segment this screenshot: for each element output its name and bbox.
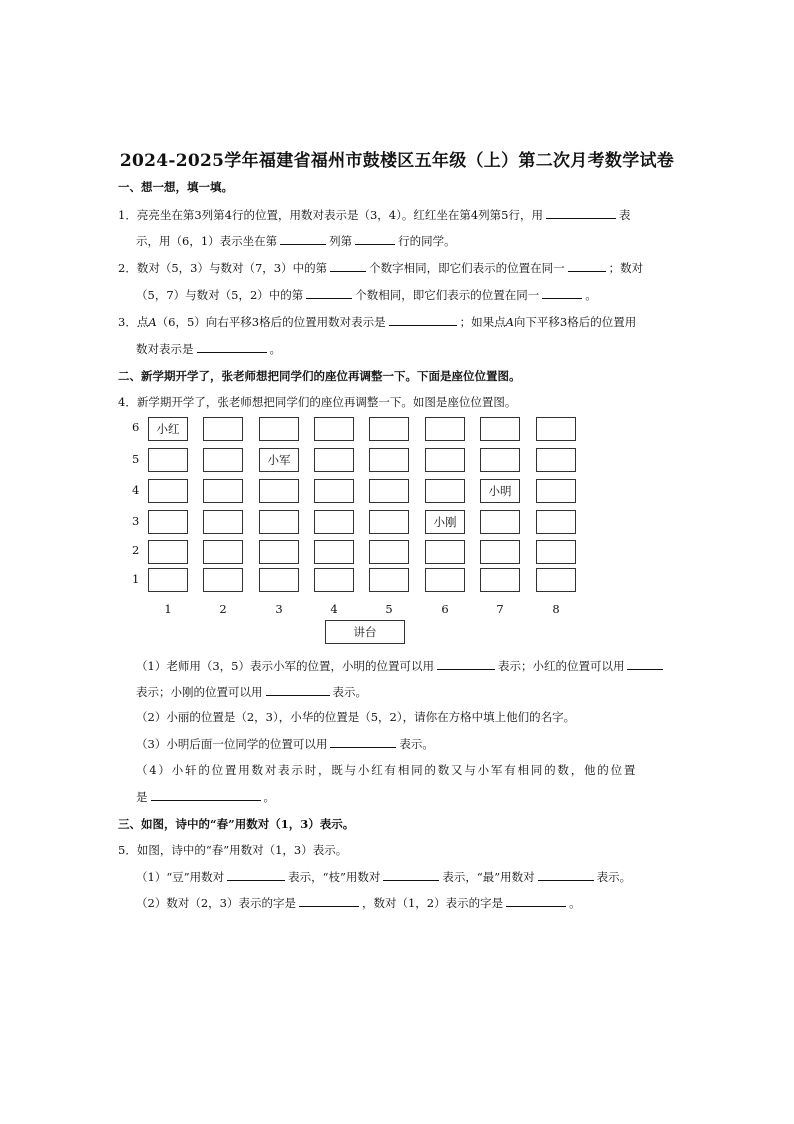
seat-2-3[interactable] (203, 510, 243, 534)
col-label: 3 (275, 602, 283, 616)
q3-blank-2[interactable] (197, 340, 267, 353)
q5-sub2-text-a: （2）数对（2，3）表示的字是 (136, 896, 296, 910)
q5-sub2-text-c: 。 (569, 896, 581, 910)
q5-intro: 5．如图，诗中的“春”用数对（1，3）表示。 (118, 843, 348, 857)
row-label: 5 (132, 452, 140, 466)
q4-sub1-line1 (136, 657, 666, 674)
seat-2-5[interactable] (203, 448, 243, 472)
row-label: 4 (132, 483, 140, 497)
seat-8-1[interactable] (536, 568, 576, 592)
q3-line2 (136, 340, 281, 357)
col-label: 6 (441, 602, 449, 616)
seat-3-2[interactable] (259, 540, 299, 564)
seat-8-2[interactable] (536, 540, 576, 564)
q1-blank-1[interactable] (546, 206, 616, 219)
seat-8-6[interactable] (536, 417, 576, 441)
q4-sub1-line2 (136, 683, 367, 700)
seat-5-6[interactable] (369, 417, 409, 441)
q4-sub4-line2 (136, 788, 275, 805)
seat-3-6[interactable] (259, 417, 299, 441)
seat-4-5[interactable] (314, 448, 354, 472)
q3-text-a: 3．点 (118, 315, 149, 329)
q2-text-e: 个数相同，即它们表示的位置在同一 (355, 288, 540, 302)
q1-text-e: 行的同学。 (398, 234, 456, 248)
q5-sub1-blank-2[interactable] (383, 868, 439, 881)
section2-heading: 二、新学期开学了，张老师想把同学们的座位再调整一下。下面是座位位置图。 (118, 369, 521, 383)
q1-text-a: 1．亮亮坐在第3列第4行的位置，用数对表示是（3，4）。红红坐在第4列第5行，用 (118, 208, 543, 222)
row-label: 3 (132, 514, 140, 528)
seat-2-1[interactable] (203, 568, 243, 592)
seat-3-5[interactable]: 小军 (259, 448, 299, 472)
q5-sub1-blank-3[interactable] (538, 868, 594, 881)
q4-intro: 4．新学期开学了，张老师想把同学们的座位再调整一下。如图是座位位置图。 (118, 395, 517, 409)
seat-6-3[interactable]: 小刚 (425, 510, 465, 534)
seat-1-3[interactable] (148, 510, 188, 534)
seat-6-2[interactable] (425, 540, 465, 564)
seat-6-1[interactable] (425, 568, 465, 592)
col-label: 4 (330, 602, 338, 616)
q5-sub2-blank-1[interactable] (299, 894, 359, 907)
q3-text-d: 。 (269, 342, 281, 356)
q5-sub2-text-b: ，数对（1，2）表示的字是 (361, 896, 504, 910)
q1-text-b: 表 (618, 208, 631, 222)
section3-heading: 三、如图，诗中的“春”用数对（1，3）表示。 (118, 817, 355, 831)
section1-heading: 一、想一想，填一填。 (118, 180, 233, 194)
seat-7-2[interactable] (480, 540, 520, 564)
seat-7-6[interactable] (480, 417, 520, 441)
q4-sub1-text-d: 表示。 (332, 685, 367, 699)
q3-text-a2: （6，5）向右平移3格后的位置用数对表示是 (156, 315, 386, 329)
col-label: 1 (164, 602, 172, 616)
seat-4-6[interactable] (314, 417, 354, 441)
seat-6-4[interactable] (425, 479, 465, 503)
row-label: 6 (132, 420, 140, 434)
seat-3-4[interactable] (259, 479, 299, 503)
q4-sub1-blank-3[interactable] (266, 683, 330, 696)
q3-text-b: ；如果点 (459, 315, 506, 329)
q2-blank-1[interactable] (330, 259, 366, 272)
q1-text-c: 示，用（6，1）表示坐在第 (136, 234, 278, 248)
q4-sub1-text-b: 表示；小红的位置可以用 (497, 659, 625, 673)
q3-point-a-2: A (505, 315, 514, 329)
q4-sub4-line1: （4）小轩的位置用数对表示时，既与小红有相同的数又与小军有相同的数，他的位置 (136, 763, 638, 777)
seat-5-3[interactable] (369, 510, 409, 534)
seat-5-5[interactable] (369, 448, 409, 472)
seat-2-4[interactable] (203, 479, 243, 503)
row-label: 1 (132, 572, 140, 586)
seat-7-5[interactable] (480, 448, 520, 472)
col-label: 5 (385, 602, 393, 616)
seat-8-3[interactable] (536, 510, 576, 534)
seat-7-4[interactable]: 小明 (480, 479, 520, 503)
seat-7-1[interactable] (480, 568, 520, 592)
q3-text-c: 数对表示是 (136, 342, 194, 356)
seat-2-6[interactable] (203, 417, 243, 441)
q3-text-b2: 向下平移3格后的位置用 (513, 315, 637, 329)
col-label: 2 (219, 602, 227, 616)
seat-4-1[interactable] (314, 568, 354, 592)
q4-sub1-blank-2[interactable] (627, 657, 663, 670)
q5-sub1-text-a: （1）“豆”用数对 (136, 870, 225, 884)
q4-sub3-text-b: 表示。 (399, 737, 434, 751)
q5-sub1-blank-1[interactable] (227, 868, 285, 881)
seat-1-5[interactable] (148, 448, 188, 472)
q4-sub4-text-c: 。 (263, 790, 275, 804)
q2-blank-4[interactable] (542, 286, 582, 299)
q4-sub1-text-c: 表示；小刚的位置可以用 (136, 685, 263, 699)
seat-4-2[interactable] (314, 540, 354, 564)
seat-4-3[interactable] (314, 510, 354, 534)
q5-sub1-text-d: 表示。 (596, 870, 632, 884)
q4-sub3 (136, 735, 434, 752)
q4-sub3-text-a: （3）小明后面一位同学的位置可以用 (136, 737, 328, 751)
seat-1-4[interactable] (148, 479, 188, 503)
q2-text-c: ；数对 (608, 261, 644, 275)
q1-text-d: 列第 (329, 234, 353, 248)
podium: 讲台 (325, 620, 405, 644)
q2-line1 (118, 259, 643, 276)
seat-4-4[interactable] (314, 479, 354, 503)
col-label: 8 (552, 602, 560, 616)
q4-sub2: （2）小丽的位置是（2，3），小华的位置是（5，2），请你在方格中填上他们的名字。 (136, 710, 576, 724)
seat-1-1[interactable] (148, 568, 188, 592)
seat-5-2[interactable] (369, 540, 409, 564)
q2-blank-3[interactable] (306, 286, 352, 299)
q2-text-a: 2．数对（5，3）与数对（7，3）中的第 (118, 261, 328, 275)
q5-sub1 (136, 868, 631, 885)
seat-8-4[interactable] (536, 479, 576, 503)
q4-sub1-blank-1[interactable] (437, 657, 495, 670)
q2-line2 (136, 286, 597, 303)
q3-point-a: A (148, 315, 157, 329)
q4-sub4-blank[interactable] (151, 788, 261, 801)
q3-line1 (118, 313, 636, 330)
q2-text-b: 个数字相同，即它们表示的位置在同一 (369, 261, 565, 275)
seat-5-1[interactable] (369, 568, 409, 592)
seat-5-4[interactable] (369, 479, 409, 503)
q4-sub4-text-b: 是 (136, 790, 148, 804)
q1-line1 (118, 206, 630, 223)
row-label: 2 (132, 543, 140, 557)
seat-3-3[interactable] (259, 510, 299, 534)
seat-2-2[interactable] (203, 540, 243, 564)
q1-blank-3[interactable] (355, 232, 395, 245)
seat-1-6[interactable]: 小红 (148, 417, 188, 441)
q1-line2 (136, 232, 456, 249)
col-label: 7 (496, 602, 504, 616)
q5-sub1-text-c: 表示，“最”用数对 (442, 870, 535, 884)
seat-grid (132, 414, 592, 646)
q5-sub2-blank-2[interactable] (506, 894, 566, 907)
q4-sub1-text-a: （1）老师用（3，5）表示小军的位置，小明的位置可以用 (136, 659, 434, 673)
q2-blank-2[interactable] (568, 259, 606, 272)
q4-sub3-blank[interactable] (330, 735, 396, 748)
q5-sub2 (136, 894, 581, 911)
seat-3-1[interactable] (259, 568, 299, 592)
seat-7-3[interactable] (480, 510, 520, 534)
q2-text-d: （5，7）与数对（5，2）中的第 (136, 288, 304, 302)
seat-8-5[interactable] (536, 448, 576, 472)
q5-sub1-text-b: 表示，“枝”用数对 (288, 870, 381, 884)
seat-6-6[interactable] (425, 417, 465, 441)
q3-blank-1[interactable] (389, 313, 457, 326)
q1-blank-2[interactable] (280, 232, 326, 245)
seat-1-2[interactable] (148, 540, 188, 564)
q2-text-f: 。 (585, 288, 597, 302)
page-title: 2024-2025学年福建省福州市鼓楼区五年级（上）第二次月考数学试卷 (119, 151, 675, 171)
seat-6-5[interactable] (425, 448, 465, 472)
